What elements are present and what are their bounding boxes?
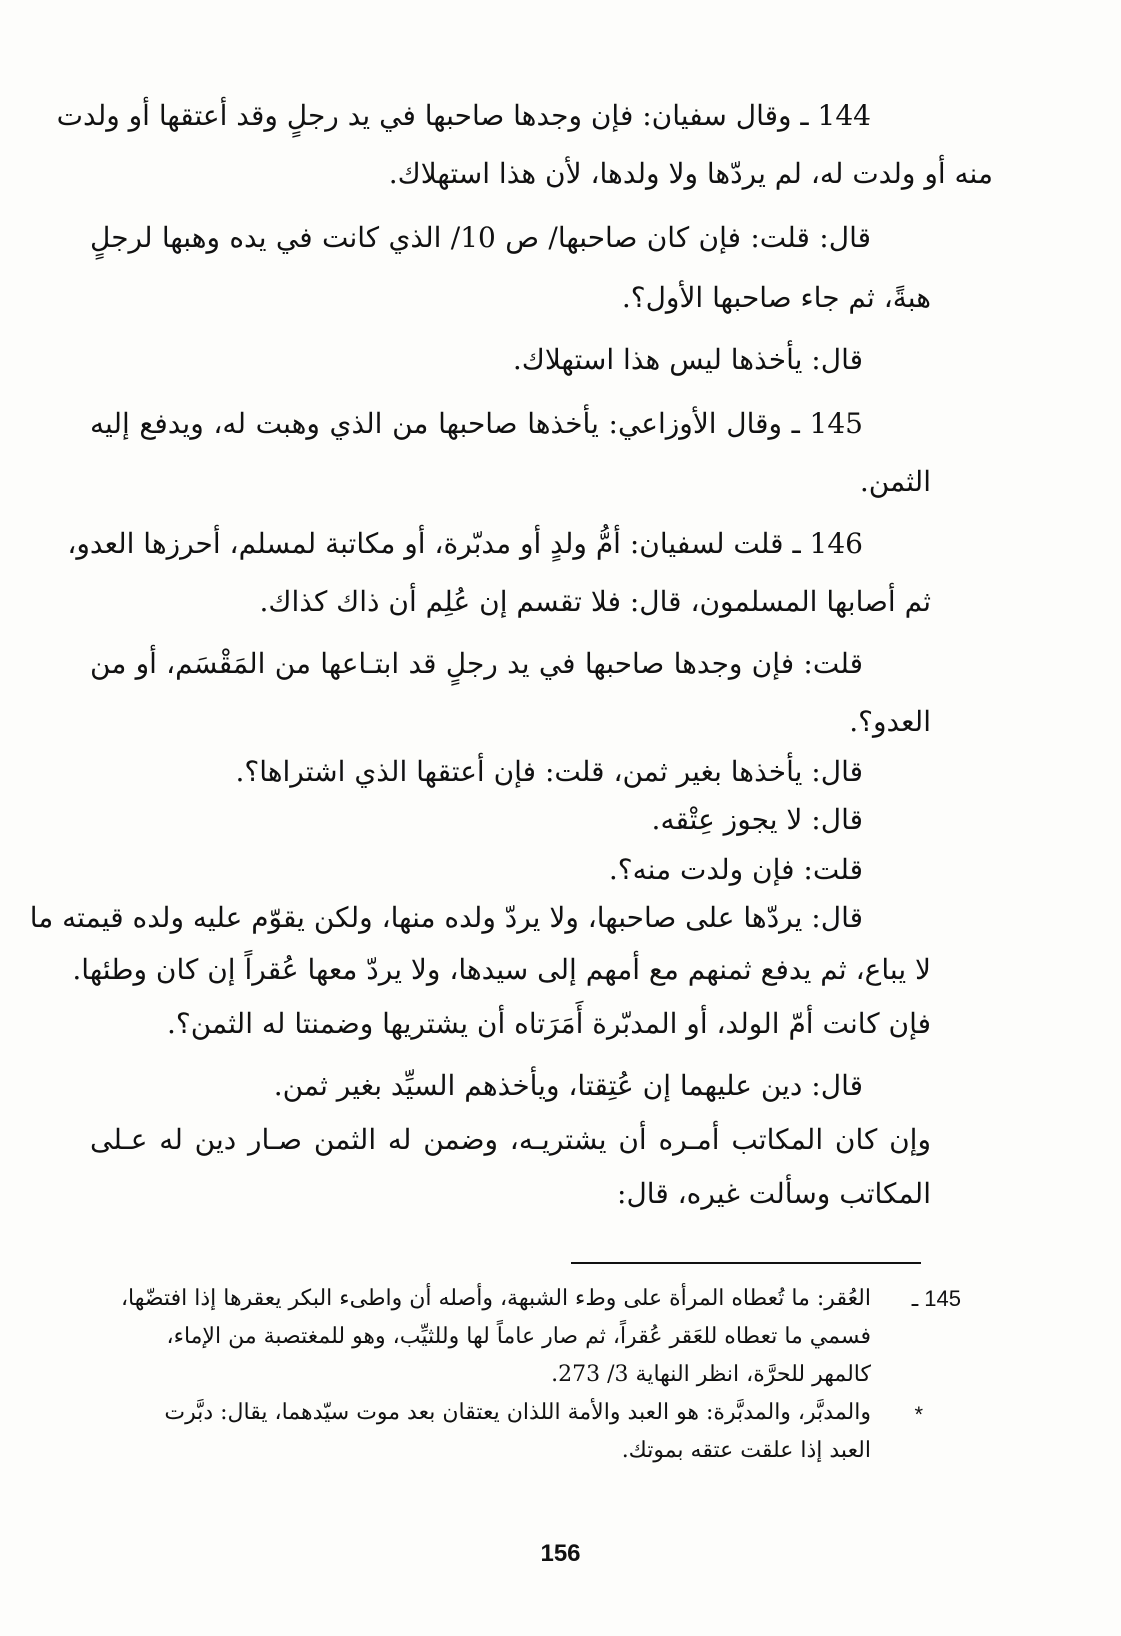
footnote-star-marker: *: [914, 1402, 923, 1427]
question-gift-line-1: قال: قلت: فإن كان صاحبها/ ص 10/ الذي كانت في يده وهبها لرجلٍ: [90, 221, 871, 254]
answer-purchase-line: قال: يأخذها بغير ثمن، قلت: فإن أعتقها الذي اشتراها؟.: [235, 755, 863, 788]
question-umm-walad-line: فإن كانت أمّ الولد، أو المدبّرة أَمَرَتاه أن يشتريها وضمنتا له الثمن؟.: [166, 1007, 931, 1040]
question-child-line: قلت: فإن ولدت منه؟.: [608, 853, 863, 886]
paragraph-145-line-2: الثمن.: [859, 465, 931, 498]
question-purchase-line-1: قلت: فإن وجدها صاحبها في يد رجلٍ قد ابتـاعها من المَقْسَم، أو من: [90, 647, 863, 680]
mukatab-line-2: المكاتب وسألت غيره، قال:: [617, 1177, 931, 1210]
footnote-separator: [571, 1262, 921, 1264]
answer-child-line-2: لا يباع، ثم يدفع ثمنهم مع أمهم إلى سيدها، ولا يردّ معها عُقراً إن كان وطئها.: [72, 953, 931, 986]
paragraph-146-line-2: ثم أصابها المسلمون، قال: فلا تقسم إن عُلِم أن ذاك كذاك.: [259, 585, 931, 618]
answer-child-line-1: قال: يردّها على صاحبها، ولا يردّ ولده منها، ولكن يقوّم عليه ولده قيمته ما: [29, 901, 863, 934]
answer-gift-line: قال: يأخذها ليس هذا استهلاك.: [512, 343, 863, 376]
footnote-star-line-1: والمدبَّر، والمدبَّرة: هو العبد والأمة اللذان يعتقان بعد موت سيّدهما، يقال: دبَّرت: [164, 1400, 871, 1425]
answer-debt-line: قال: دين عليهما إن عُتِقتا، ويأخذهم السيِّد بغير ثمن.: [273, 1069, 863, 1102]
paragraph-146-line-1: 146 ـ قلت لسفيان: أمُّ ولدٍ أو مدبّرة، أو مكاتبة لمسلم، أحرزها العدو،: [67, 527, 863, 560]
paragraph-145-line-1: 145 ـ وقال الأوزاعي: يأخذها صاحبها من الذي وهبت له، ويدفع إليه: [90, 407, 863, 440]
question-gift-line-2: هبةً، ثم جاء صاحبها الأول؟.: [621, 281, 931, 314]
page-number: 156: [540, 1540, 581, 1567]
footnote-145-line-3: كالمهر للحرَّة، انظر النهاية 3/ 273.: [551, 1362, 871, 1387]
question-purchase-line-2: العدو؟.: [849, 705, 931, 738]
paragraph-144-line-1: 144 ـ وقال سفيان: فإن وجدها صاحبها في يد رجلٍ وقد أعتقها أو ولدت: [56, 99, 871, 132]
footnote-star-line-2: العبد إذا علقت عتقه بموتك.: [621, 1438, 871, 1463]
footnote-145-marker: 145 ـ: [911, 1286, 961, 1311]
answer-manumission-line: قال: لا يجوز عِتْقه.: [651, 803, 863, 836]
mukatab-line-1: وإن كان المكاتب أمـره أن يشتريـه، وضمن له الثمن صـار دين له عـلى: [90, 1123, 931, 1156]
footnote-145-line-2: فسمي ما تعطاه للعَقر عُقراً، ثم صار عاماً لها وللثيِّب، وهو للمغتصبة من الإماء،: [166, 1324, 871, 1349]
footnote-145-line-1: العُقر: ما تُعطاه المرأة على وطء الشبهة، وأصله أن واطىء البكر يعقرها إذا افتضّها،: [120, 1286, 871, 1311]
paragraph-144-line-2: منه أو ولدت له، لم يردّها ولا ولدها، لأن هذا استهلاك.: [388, 157, 993, 190]
